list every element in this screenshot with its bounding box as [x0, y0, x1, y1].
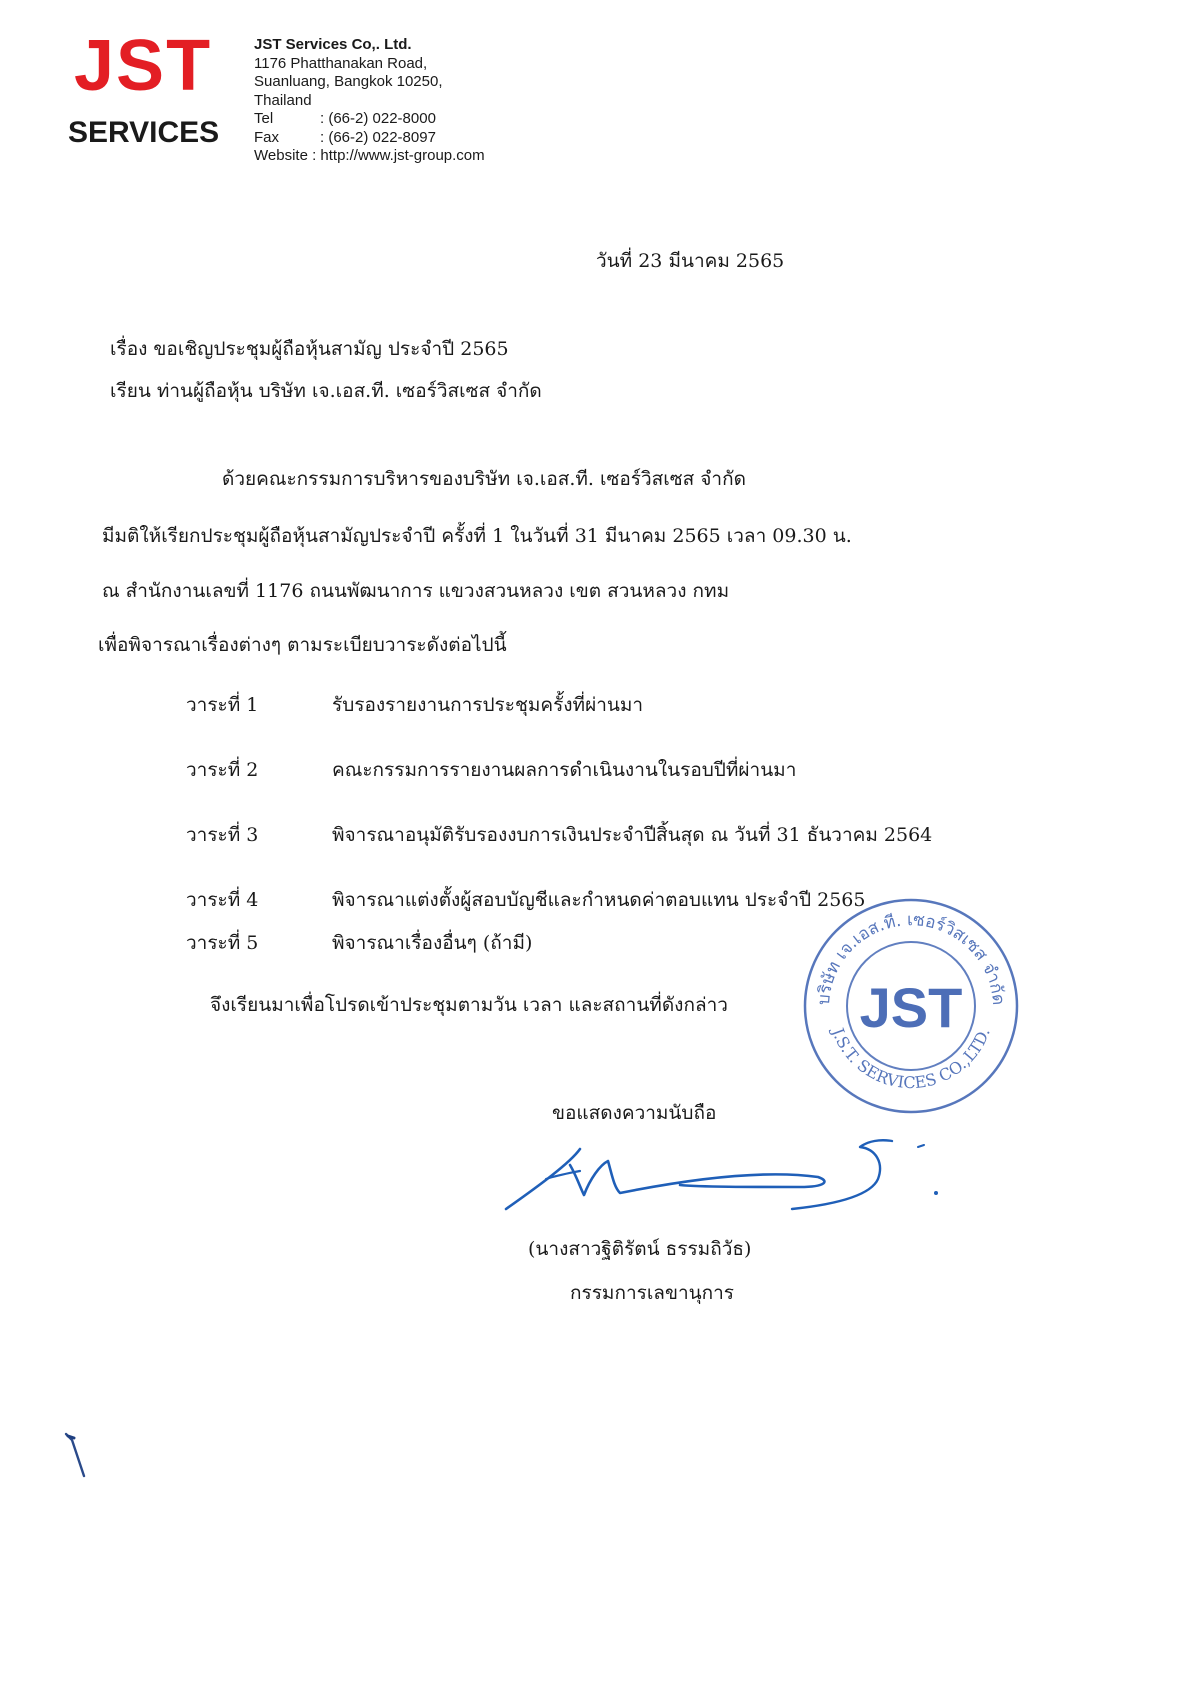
stamp-center-text: JST: [859, 976, 963, 1039]
fax-value: : (66-2) 022-8097: [320, 128, 436, 146]
address-line: Thailand: [254, 91, 312, 109]
agenda-number: วาระที่ 3: [186, 824, 259, 846]
ink-mark: [62, 1430, 92, 1480]
agenda-number: วาระที่ 4: [186, 889, 259, 911]
stamp-bottom-arc-text: J.S.T. SERVICES CO.,LTD.: [828, 1025, 994, 1093]
address-line: 1176 Phatthanakan Road,: [254, 54, 428, 72]
body-paragraph-line: เพื่อพิจารณาเรื่องต่างๆ ตามระเบียบวาระดังต่อไปนี้: [98, 634, 507, 656]
website-link[interactable]: Website : http://www.jst-group.com: [254, 147, 485, 164]
agenda-text: คณะกรรมการรายงานผลการดำเนินงานในรอบปีที่ผ่านมา: [332, 759, 797, 781]
signer-title: กรรมการเลขานุการ: [570, 1282, 734, 1304]
signer-name: (นางสาวฐิติรัตน์ ธรรมถิวัธ): [528, 1238, 752, 1260]
fax-row: [254, 129, 485, 148]
body-paragraph-line: ด้วยคณะกรรมการบริหารของบริษัท เจ.เอส.ที. เซอร์วิสเซส จำกัด: [222, 468, 746, 490]
agenda-number: วาระที่ 2: [186, 759, 259, 781]
body-paragraph-line: มีมติให้เรียกประชุมผู้ถือหุ้นสามัญประจำปี ครั้งที่ 1 ในวันที่ 31 มีนาคม 2565 เวลา 09.30 น.: [102, 525, 852, 547]
tel-value: : (66-2) 022-8000: [320, 110, 436, 127]
company-logo-jst: JST: [74, 26, 213, 106]
body-paragraph-line: ณ สำนักงานเลขที่ 1176 ถนนพัฒนาการ แขวงสวนหลวง เขต สวนหลวง กทม: [102, 580, 730, 602]
company-logo-services: SERVICES: [68, 116, 220, 149]
company-name: JST Services Co,. Ltd.: [254, 36, 412, 53]
company-info: [254, 36, 485, 166]
address-line: Suanluang, Bangkok 10250,: [254, 73, 443, 90]
agenda-number: วาระที่ 5: [186, 932, 259, 954]
agenda-number: วาระที่ 1: [186, 694, 259, 716]
tel-row: [254, 110, 485, 129]
letter-date: วันที่ 23 มีนาคม 2565: [596, 250, 785, 272]
tel-label: Tel: [254, 110, 274, 127]
letter-recipient: เรียน ท่านผู้ถือหุ้น บริษัท เจ.เอส.ที. เซอร์วิสเซส จำกัด: [110, 380, 542, 402]
agenda-text: รับรองรายงานการประชุมครั้งที่ผ่านมา: [332, 694, 644, 716]
company-seal-stamp: [800, 895, 1022, 1117]
agenda-text: พิจารณาแต่งตั้งผู้สอบบัญชีและกำหนดค่าตอบแทน ประจำปี 2565: [332, 889, 866, 911]
letter-subject: เรื่อง ขอเชิญประชุมผู้ถือหุ้นสามัญ ประจำปี 2565: [110, 338, 509, 360]
agenda-text: พิจารณาเรื่องอื่นๆ (ถ้ามี): [332, 932, 533, 954]
agenda-text: พิจารณาอนุมัติรับรองงบการเงินประจำปีสิ้นสุด ณ วันที่ 31 ธันวาคม 2564: [332, 824, 933, 846]
closing-request: จึงเรียนมาเพื่อโปรดเข้าประชุมตามวัน เวลา และสถานที่ดังกล่าว: [210, 994, 728, 1016]
fax-label: Fax: [254, 128, 280, 146]
stamp-top-arc-text: บริษัท เจ.เอส.ที. เซอร์วิสเซส จำกัด: [813, 910, 1009, 1006]
complimentary-close: ขอแสดงความนับถือ: [552, 1102, 717, 1124]
handwritten-signature: [500, 1135, 970, 1220]
